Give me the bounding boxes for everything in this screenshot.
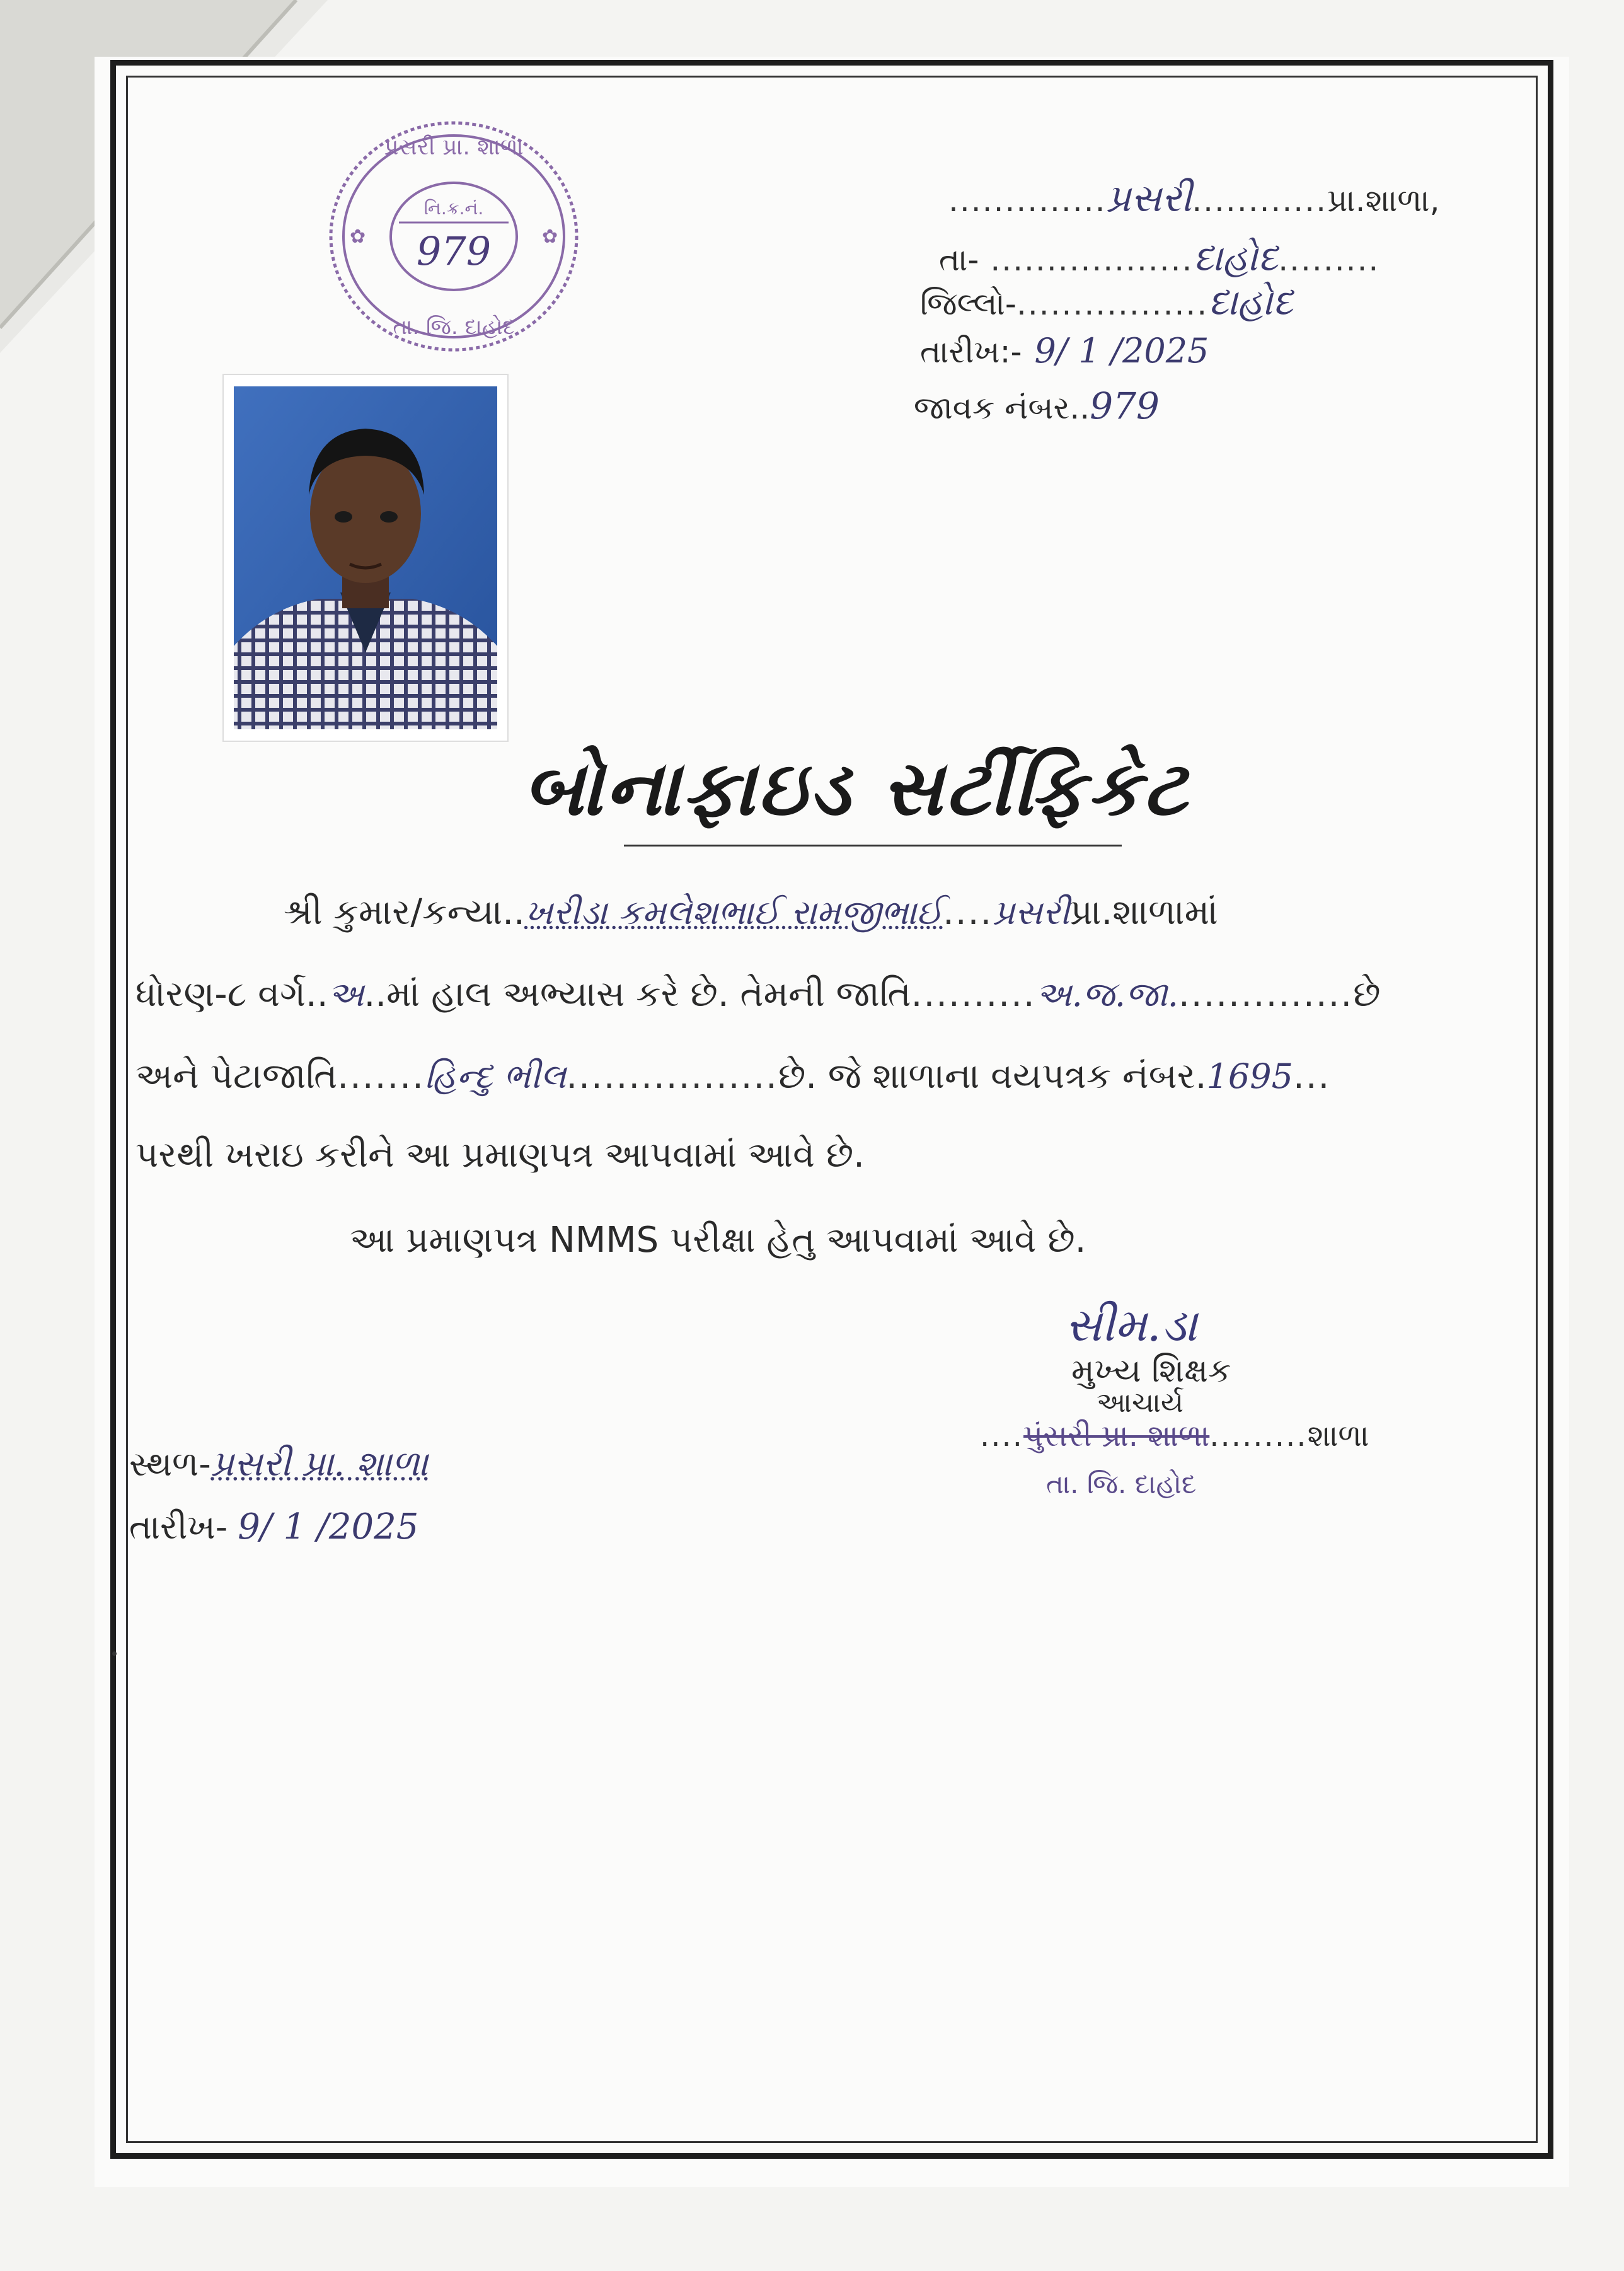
header-date-label: તારીખ:-	[920, 333, 1022, 370]
footer-place-line	[129, 1443, 428, 1485]
header-school-line: ..............પ્રસરી............પ્રા.શાળા,	[948, 176, 1440, 221]
student-photo	[224, 375, 507, 741]
header-district-label: જિલ્લો-	[920, 286, 1016, 322]
seal-top-text: પ્રસરી પ્રા. શાળા	[384, 134, 524, 160]
footer-date-hand: 9/ 1 /2025	[238, 1506, 419, 1547]
student-school-hand: પ્રસરી	[993, 893, 1070, 932]
ink-speck	[112, 1651, 117, 1656]
seal-number-hand: 979	[416, 228, 492, 274]
body-l2-prefix: ધોરણ-૮ વર્ગ..	[135, 974, 328, 1015]
header-date-line	[920, 331, 1209, 371]
principal-signature: સીમ.ડા	[1065, 1298, 1197, 1351]
body-l1-prefix: શ્રી કુમાર/કન્યા..	[284, 892, 525, 933]
header-outward-hand: 979	[1090, 384, 1160, 427]
body-line-2: ધોરણ-૮ વર્ગ..અ..માં હાલ અભ્યાસ કરે છે. તેમની જાતિ..........અ.જ.જા...............છે	[135, 974, 1381, 1015]
signature-school-suffix: શાળા	[1307, 1418, 1369, 1453]
title-underline	[624, 845, 1122, 847]
body-l3-mid: છે. જે શાળાના વયપત્રક નંબર.	[778, 1056, 1207, 1097]
header-district-hand: દાહોદ	[1208, 280, 1293, 323]
signature-place: તા. જિ. દાહોદ	[1046, 1469, 1197, 1500]
body-l3-prefix: અને પેટાજાતિ	[135, 1056, 338, 1097]
signature-role-2: આચાર્ય	[1097, 1387, 1183, 1419]
footer-date-line	[129, 1506, 418, 1547]
body-l2-suffix: છે	[1353, 974, 1381, 1015]
seal-star-right-icon: ✿	[542, 226, 558, 248]
register-number-hand: 1695	[1206, 1056, 1293, 1096]
signature-role-1: મુખ્ય શિક્ષક	[1071, 1352, 1231, 1390]
seal-star-left-icon: ✿	[350, 226, 366, 248]
body-line-1: શ્રી કુમાર/કન્યા..ખરીડા કમલેશભાઈ રામજીભાઈ....પ્રસરીપ્રા.શાળામાં	[284, 892, 1218, 933]
certificate-title: બોનાફાઇડ સર્ટીફિકેટ	[523, 744, 1190, 833]
body-line-4: પરથી ખરાઇ કરીને આ પ્રમાણપત્ર આપવામાં આવે છે.	[135, 1135, 865, 1176]
header-school-hand: પ્રસરી	[1106, 176, 1192, 221]
seal-number-label: નિ.ક્ર.નં.	[423, 198, 484, 219]
footer-place-label: સ્થળ-	[129, 1444, 211, 1484]
school-seal	[325, 117, 583, 356]
body-l1-suffix: પ્રા.શાળામાં	[1069, 892, 1218, 933]
header-outward-label: જાવક નંબર..	[914, 390, 1090, 426]
header-school-suffix: પ્રા.શાળા,	[1327, 182, 1440, 219]
header-taluka-hand: દાહોદ	[1193, 236, 1279, 279]
header-outward-line	[914, 384, 1160, 427]
student-subcaste-hand: હિન્દુ ભીલ	[424, 1056, 567, 1096]
seal-bottom-text: તા. જિ. દાહોદ	[393, 315, 515, 340]
student-caste-hand: અ.જ.જા.	[1035, 974, 1178, 1014]
header-taluka-line: તા- ..................દાહોદ.........	[939, 236, 1380, 279]
body-line-5: આ પ્રમાણપત્ર NMMS પરીક્ષા હેતુ આપવામાં આવે છે.	[350, 1220, 1086, 1261]
body-l2-mid: ..માં હાલ અભ્યાસ કરે છે. તેમની જાતિ	[364, 974, 911, 1015]
student-class-hand: અ	[328, 974, 364, 1014]
body-line-3: અને પેટાજાતિ.......હિન્દુ ભીલ.................છે. જે શાળાના વયપત્રક નંબર.1695...	[135, 1056, 1331, 1097]
signature-school-hand: પુંસરી પ્રા. શાળા	[1023, 1418, 1210, 1453]
header-taluka-label: તા-	[939, 241, 979, 278]
footer-place-hand: પ્રસરી પ્રા. શાળા	[210, 1443, 429, 1484]
footer-date-label: તારીખ-	[129, 1507, 228, 1547]
student-name-hand: ખરીડા કમલેશભાઈ રામજીભાઈ	[524, 893, 943, 932]
header-district-line: જિલ્લો-.................દાહોદ	[920, 280, 1293, 323]
header-date-hand: 9/ 1 /2025	[1034, 331, 1209, 371]
signature-school-line: ....પુંસરી પ્રા. શાળા.........શાળા	[980, 1418, 1369, 1453]
